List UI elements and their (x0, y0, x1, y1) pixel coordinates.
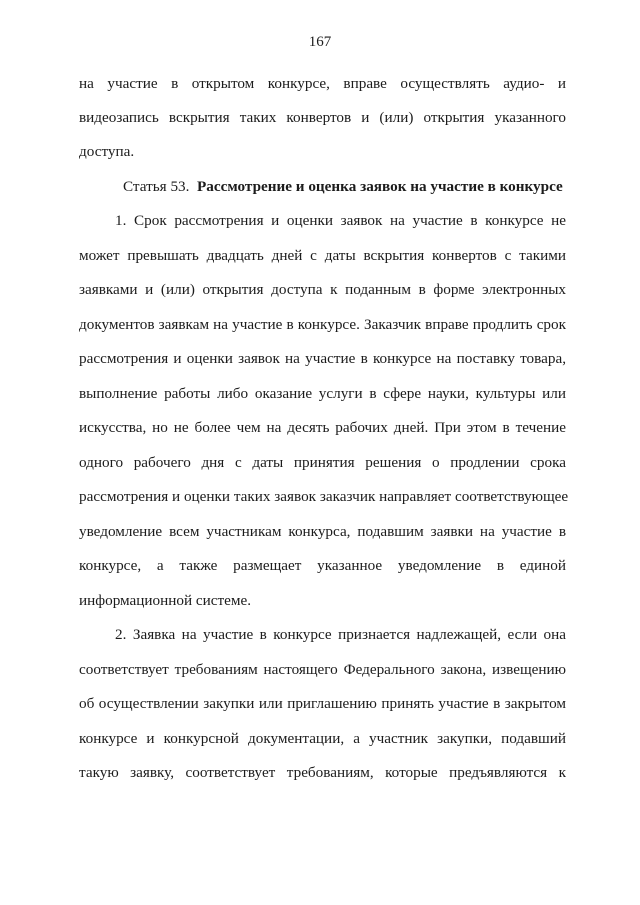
article-heading (123, 177, 583, 197)
text-line: одного рабочего дня с даты принятия решения о продлении срока (79, 454, 566, 471)
article-number: Статья 53. (123, 178, 190, 195)
text-line: конкурсе и конкурсной документации, а участник закупки, подавший (79, 730, 566, 747)
page-number: 167 (308, 34, 332, 50)
text-line: на участие в открытом конкурсе, вправе осуществлять аудио- и (79, 75, 566, 92)
text-line: искусства, но не более чем на десять рабочих дней. При этом в течение (79, 419, 566, 436)
text-line: документов заявкам на участие в конкурсе. Заказчик вправе продлить срок (79, 316, 566, 333)
text-line: соответствует требованиям настоящего Федерального закона, извещению (79, 661, 566, 678)
text-line: видеозапись вскрытия таких конвертов и (или) открытия указанного (79, 109, 566, 126)
text-line: об осуществлении закупки или приглашению принять участие в закрытом (79, 695, 566, 712)
text-line: такую заявку, соответствует требованиям, которые предъявляются к (79, 764, 566, 781)
article-title: Рассмотрение и оценка заявок на участие в конкурсе (197, 178, 563, 195)
text-line: рассмотрения и оценки заявок на участие в конкурсе на поставку товара, (79, 350, 566, 367)
text-line: конкурсе, а также размещает указанное уведомление в единой (79, 557, 566, 574)
text-line: 1. Срок рассмотрения и оценки заявок на участие в конкурсе не (115, 212, 566, 229)
text-line: доступа. (79, 143, 135, 160)
text-line: может превышать двадцать дней с даты вскрытия конвертов с такими (79, 247, 566, 264)
text-line: рассмотрения и оценки таких заявок заказчик направляет соответствующее (79, 488, 569, 505)
text-line: уведомление всем участникам конкурса, подавшим заявки на участие в (79, 523, 566, 540)
text-line: выполнение работы либо оказание услуги в сфере науки, культуры или (79, 385, 566, 402)
text-line: заявками и (или) открытия доступа к поданным в форме электронных (79, 281, 566, 298)
text-line: 2. Заявка на участие в конкурсе признается надлежащей, если она (115, 626, 566, 643)
text-line: информационной системе. (79, 592, 252, 609)
